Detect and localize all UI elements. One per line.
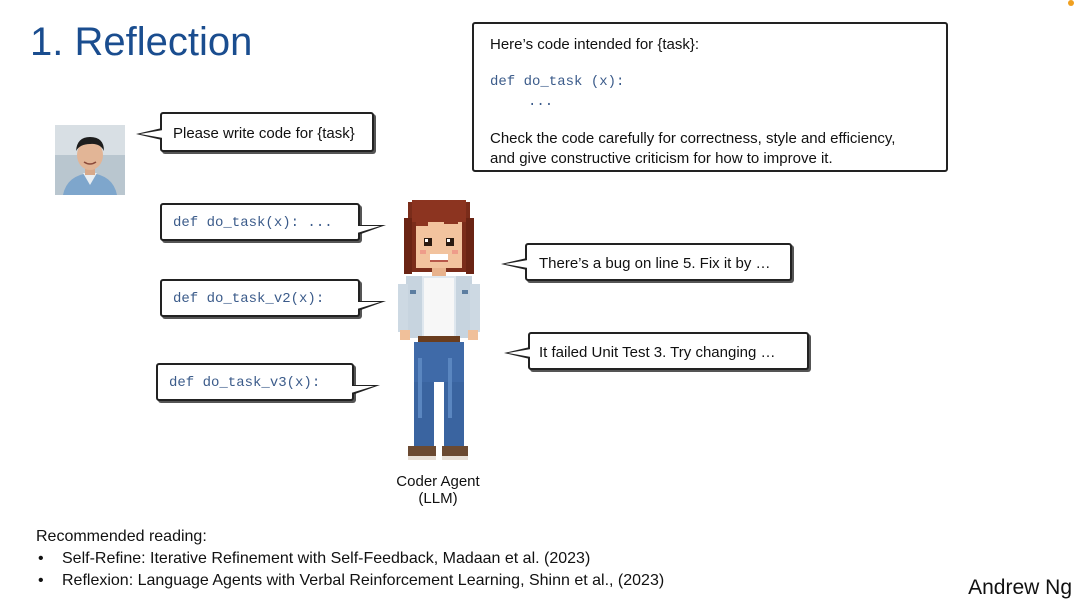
reading-list bbox=[36, 548, 664, 592]
feedback-bubble-2 bbox=[528, 332, 809, 370]
recommended-reading bbox=[36, 526, 664, 592]
recording-indicator-dot bbox=[1068, 0, 1074, 6]
feedback-text-1: There’s a bug on line 5. Fix it by … bbox=[539, 255, 771, 272]
reflection-prompt-code-line-2: ... bbox=[528, 94, 554, 110]
user-prompt-text: Please write code for {task} bbox=[173, 125, 355, 142]
user-prompt-bubble bbox=[160, 112, 374, 152]
feedback-bubble-1 bbox=[525, 243, 792, 281]
agent-caption-line-2: (LLM) bbox=[418, 490, 458, 507]
feedback-text-2: It failed Unit Test 3. Try changing … bbox=[539, 344, 776, 361]
agent-output-code-2: def do_task_v2(x): bbox=[173, 291, 325, 307]
agent-output-code-3: def do_task_v3(x): bbox=[169, 375, 321, 391]
reading-item-reflexion: • Reflexion: Language Agents with Verbal Reinforcement Learning, Shinn et al., (2023) bbox=[36, 570, 664, 592]
reflection-prompt-instruction-line-1: Check the code carefully for correctness, style and efficiency, bbox=[490, 130, 896, 147]
agent-output-bubble-2 bbox=[160, 279, 360, 317]
reflection-prompt-box bbox=[472, 22, 948, 172]
reading-item-self-refine: • Self-Refine: Iterative Refinement with Self-Feedback, Madaan et al. (2023) bbox=[36, 548, 664, 570]
agent-caption-line-1: Coder Agent bbox=[396, 473, 480, 490]
author-name: Andrew Ng bbox=[968, 576, 1072, 599]
agent-output-code-1: def do_task(x): ... bbox=[173, 215, 333, 231]
reflection-prompt-code-line-1: def do_task (x): bbox=[490, 74, 625, 90]
reading-heading: Recommended reading: bbox=[36, 528, 207, 545]
agent-caption bbox=[378, 473, 498, 507]
coder-agent-illustration bbox=[398, 198, 480, 466]
agent-output-bubble-3 bbox=[156, 363, 354, 401]
reflection-prompt-instruction-line-2: and give constructive criticism for how to improve it. bbox=[490, 150, 833, 167]
agent-output-bubble-1 bbox=[160, 203, 360, 241]
slide-title: 1. Reflection bbox=[30, 20, 253, 64]
reflection-prompt-intro: Here’s code intended for {task}: bbox=[490, 36, 700, 53]
user-avatar bbox=[55, 125, 125, 195]
